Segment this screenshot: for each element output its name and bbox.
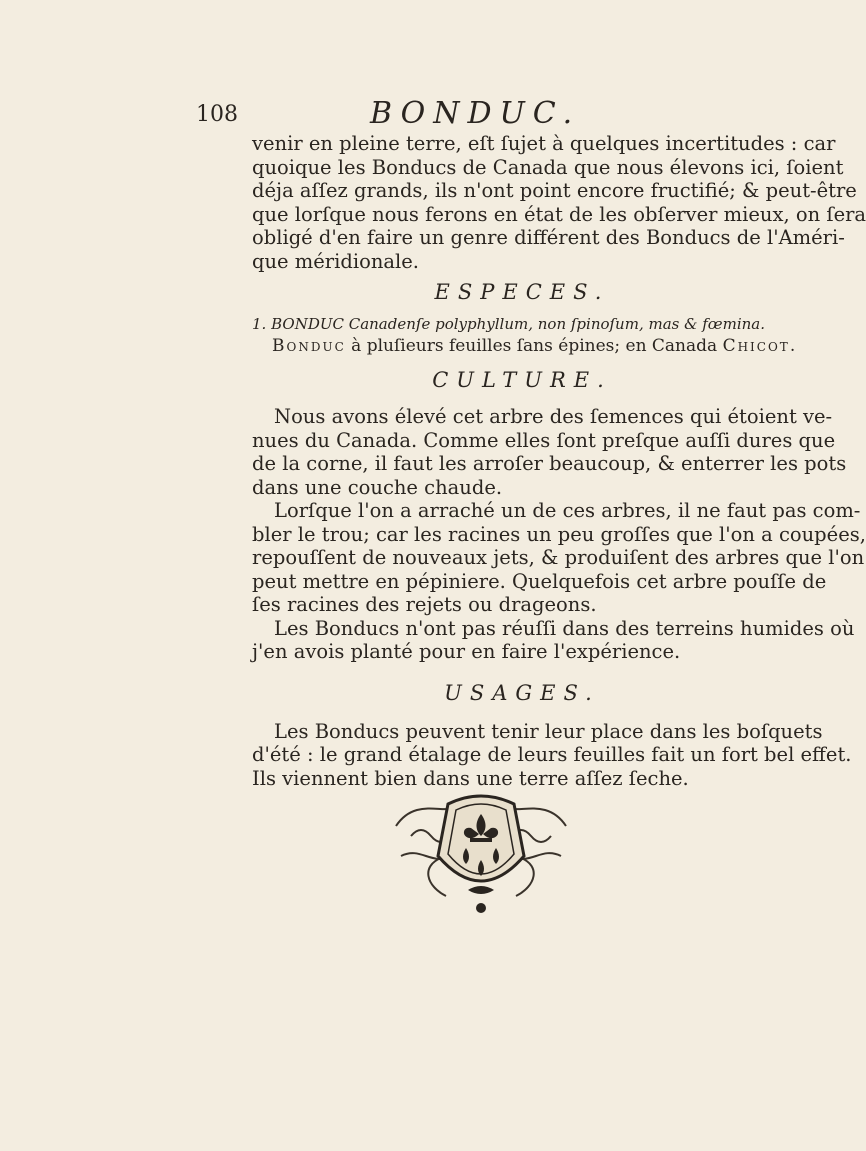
text-line: Nous avons élevé cet arbre des ſemences qui étoient ve- bbox=[274, 405, 833, 428]
text-line: Les Bonducs n'ont pas réuſſi dans des terreins humides où bbox=[274, 616, 855, 640]
culture-section bbox=[252, 405, 866, 664]
species-french-description: à pluſieurs feuilles ſans épines; en Canada bbox=[351, 336, 718, 356]
text-line: quoique les Bonducs de Canada que nous élevons ici, ſoient bbox=[252, 155, 844, 179]
text-line: j'en avois planté pour en faire l'expérience. bbox=[252, 640, 681, 663]
text-line: ſes racines des rejets ou drageons. bbox=[252, 593, 597, 616]
page-header bbox=[196, 96, 740, 136]
text-line: Lorſque l'on a arraché un de ces arbres, il ne faut pas com- bbox=[274, 499, 861, 522]
text-line: Ils viennent bien dans une terre aſſez ſeche. bbox=[252, 766, 689, 790]
section-heading-especes: ESPECES. bbox=[434, 280, 610, 304]
page-number: 108 bbox=[196, 102, 238, 127]
text-line: obligé d'en faire un genre différent des Bonducs de l'Améri- bbox=[252, 226, 845, 249]
text-line: de la corne, il faut les arroſer beaucoup, & enterrer les pots bbox=[252, 452, 847, 475]
section-heading-usages: USAGES. bbox=[444, 680, 600, 705]
species-french-line bbox=[252, 335, 798, 357]
text-line: Les Bonducs peuvent tenir leur place dans les boſquets bbox=[274, 719, 823, 743]
text-line: bler le trou; car les racines un peu groſſes que l'on a coupées, bbox=[252, 522, 866, 546]
text-line: d'été : le grand étalage de leurs feuilles fait un fort bel effet. bbox=[252, 743, 852, 766]
paragraph-continuation bbox=[252, 132, 866, 273]
text-line: venir en pleine terre, eſt ſujet à quelques incertitudes : car bbox=[252, 132, 836, 155]
text-line: que méridionale. bbox=[252, 249, 419, 273]
text-line: dans une couche chaude. bbox=[252, 475, 503, 499]
species-french-name: Bonduc bbox=[272, 336, 346, 356]
text-line: nues du Canada. Comme elles ſont preſque auſſi dures que bbox=[252, 428, 836, 452]
usages-section bbox=[252, 719, 852, 791]
section-heading-culture: CULTURE. bbox=[432, 368, 612, 392]
fleur-de-lis-ornament bbox=[386, 786, 576, 916]
species-vernacular-name: Chicot. bbox=[722, 336, 798, 356]
species-entry bbox=[252, 313, 798, 357]
text-line: que lorſque nous ferons en état de les obſerver mieux, on ſera bbox=[252, 202, 866, 226]
body-text bbox=[252, 132, 866, 790]
species-latin-line bbox=[252, 313, 766, 335]
species-latin-name: BONDUC Canadenſe polyphyllum, non ſpinoſum, mas & fœmina. bbox=[271, 315, 766, 333]
text-line: peut mettre en pépiniere. Quelquefois cet arbre pouſſe de bbox=[252, 569, 827, 593]
text-line: déja aſſez grands, ils n'ont point encore fructifié; & peut-être bbox=[252, 179, 857, 202]
species-number: 1. bbox=[252, 315, 267, 333]
running-title: BONDUC. bbox=[370, 96, 581, 131]
text-line: repouſſent de nouveaux jets, & produiſent des arbres que l'on bbox=[252, 546, 865, 569]
